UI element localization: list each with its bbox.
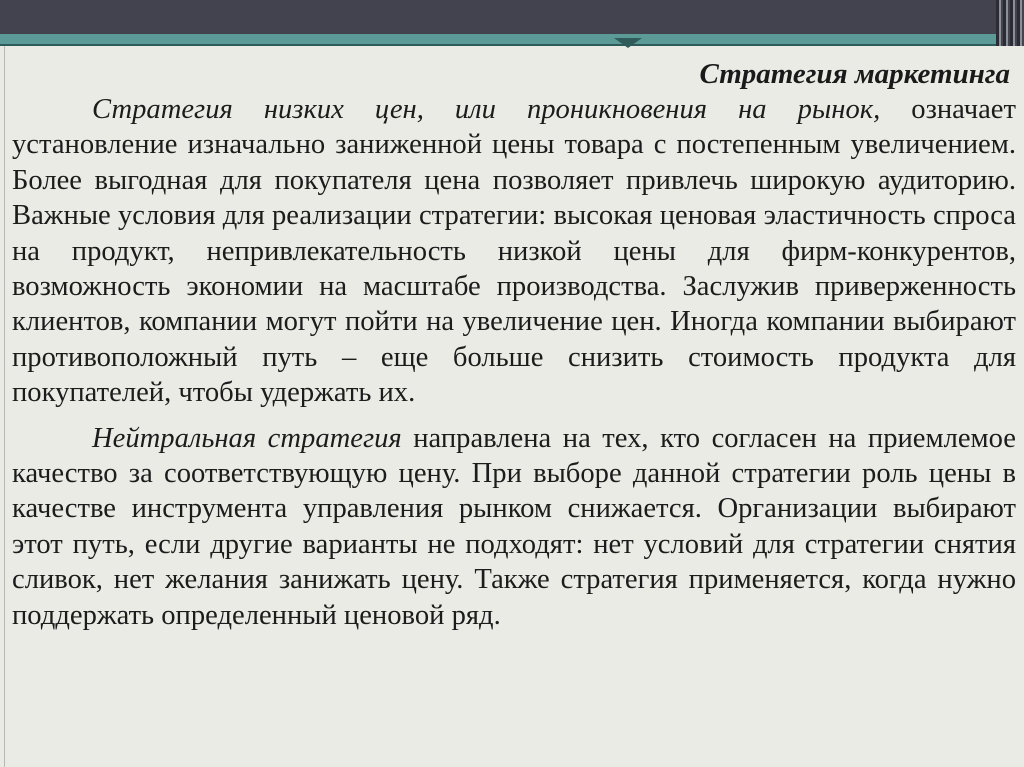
tab-marker-decoration (614, 38, 642, 48)
slide-body (12, 92, 1016, 633)
header-band (0, 0, 1024, 34)
paragraph-neutral-strategy (12, 421, 1016, 633)
paragraph-low-price-strategy (12, 92, 1016, 411)
slide-title: Стратегия маркетинга (699, 58, 1010, 90)
header-accent-band (0, 34, 1024, 44)
slide-left-border (4, 46, 5, 767)
header-divider (0, 44, 1024, 46)
term-neutral-strategy: Нейтральная стратегия (92, 422, 402, 454)
paragraph-text: означает установление изначально заниженной цены товара с постепенным увеличением. Более выгодная для покупателя цена позволяет привлечь широкую аудиторию. Важные условия для реализации стратегии: высокая ценовая эластичность спроса на продукт, непривлекательность низкой цены для фирм-конкурентов, возможность экономии на масштабе производства. Заслужив приверженность клиентов, компании могут пойти на увеличение цен. Иногда компании выбирают противоположный путь – еще больше снизить стоимость продукта для покупателей, чтобы удержать их. (12, 94, 1016, 409)
paragraph-text: направлена на тех, кто согласен на приемлемое качество за соответствующую цену. При выборе данной стратегии роль цены в качестве инструмента управления рынком снижается. Организации выбирают этот путь, если другие варианты не подходят: нет условий для стратегии снятия сливок, нет желания занижать цену. Также стратегия применяется, когда нужно поддержать определенный ценовой ряд. (12, 422, 1016, 631)
corner-stripes-decoration (996, 0, 1024, 46)
term-low-price-strategy: Стратегия низких цен, или проникновения на рынок, (92, 94, 881, 125)
